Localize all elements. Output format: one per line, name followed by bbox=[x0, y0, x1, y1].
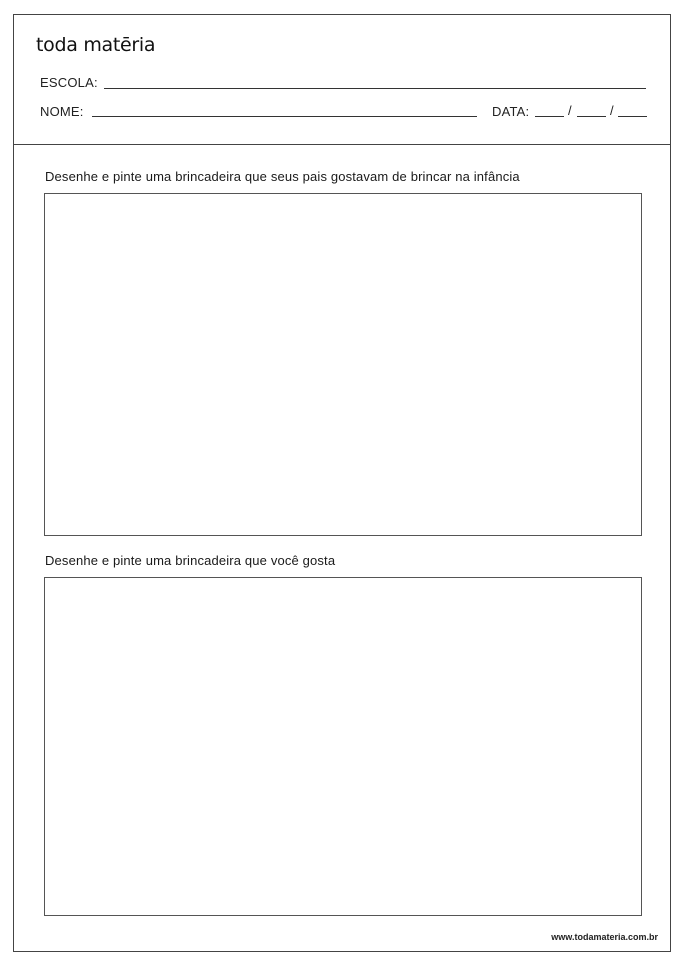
name-field-line[interactable] bbox=[92, 116, 477, 117]
footer-url: www.todamateria.com.br bbox=[551, 932, 658, 942]
activity-1-prompt: Desenhe e pinte uma brincadeira que seus pais gostavam de brincar na infância bbox=[45, 169, 520, 184]
activity-2-prompt: Desenhe e pinte uma brincadeira que você gosta bbox=[45, 553, 336, 568]
school-label: ESCOLA: bbox=[40, 75, 98, 90]
worksheet-header bbox=[14, 15, 670, 145]
worksheet-page bbox=[13, 14, 671, 952]
date-month-line[interactable] bbox=[577, 116, 606, 117]
activity-2-drawing-area[interactable] bbox=[44, 577, 642, 916]
date-separator: / bbox=[568, 103, 572, 118]
activity-1-drawing-area[interactable] bbox=[44, 193, 642, 536]
brand-logo: toda matēria bbox=[36, 34, 156, 56]
school-field-line[interactable] bbox=[104, 88, 646, 89]
date-year-line[interactable] bbox=[618, 116, 647, 117]
date-day-line[interactable] bbox=[535, 116, 564, 117]
date-separator: / bbox=[610, 103, 614, 118]
date-label: DATA: bbox=[492, 104, 530, 119]
name-label: NOME: bbox=[40, 104, 84, 119]
